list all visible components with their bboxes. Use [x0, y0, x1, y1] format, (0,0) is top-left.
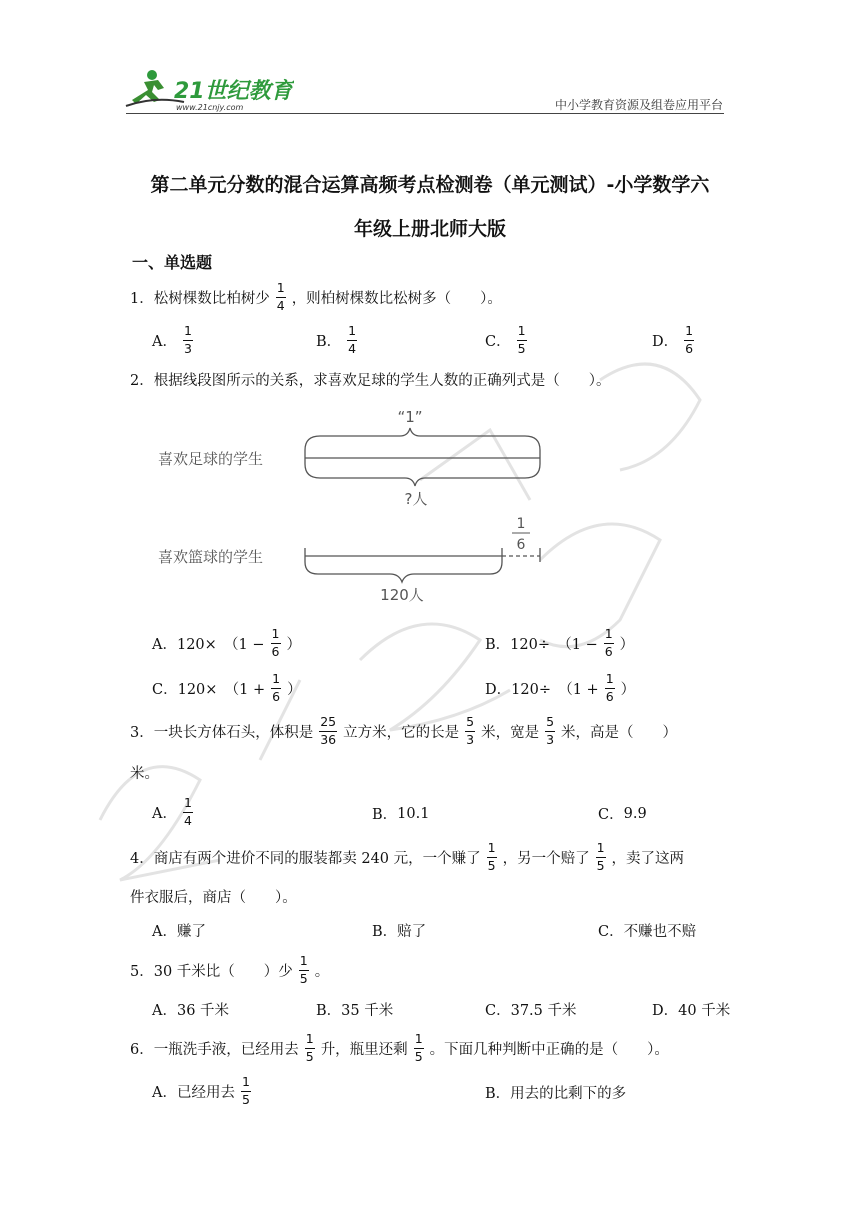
- option-a[interactable]: A． $\frac{1}{3}$: [152, 323, 192, 356]
- question-text: ，另一个赔了: [502, 850, 590, 867]
- option-d[interactable]: D． 120÷ （1 + $\frac{1}{6}$ ）: [485, 671, 636, 704]
- site-logo: [124, 66, 294, 112]
- page-title-line2: 年级上册北师大版: [353, 218, 506, 240]
- fraction: $\frac{25}{36}$: [320, 714, 337, 747]
- fraction: $\frac{1}{5}$: [299, 953, 308, 986]
- option-b[interactable]: B． 120÷ （1 − $\frac{1}{6}$ ）: [485, 626, 635, 659]
- question-text: 。下面几种判断中正确的是（ ）。: [429, 1041, 669, 1058]
- question-text: 米，宽是: [481, 724, 540, 741]
- row1-bottom-brace: [305, 464, 540, 486]
- option-a[interactable]: A． 120× （1 − $\frac{1}{6}$ ）: [152, 626, 301, 659]
- fraction: $\frac{1}{5}$: [487, 840, 496, 873]
- question-text: 升，瓶里还剩: [320, 1041, 408, 1058]
- fraction: $\frac{5}{3}$: [466, 714, 475, 747]
- option-d[interactable]: D． $\frac{1}{6}$: [652, 323, 694, 356]
- fraction: $\frac{1}{4}$: [276, 280, 285, 313]
- question-text: 根据线段图所示的关系，求喜欢足球的学生人数的正确列式是（ ）。: [153, 373, 611, 389]
- option-c[interactable]: C． $\frac{1}{5}$: [485, 323, 526, 356]
- question-4-continued: 件衣服后，商店（ ）。: [130, 890, 297, 906]
- top-brace: [305, 428, 540, 450]
- option-b[interactable]: B． 35 千米: [316, 1003, 394, 1019]
- row2-frac-numerator: 1: [516, 516, 526, 532]
- question-number: 3．: [130, 724, 154, 741]
- fraction: $\frac{1}{5}$: [596, 840, 605, 873]
- question-text: ，卖了这两: [611, 850, 685, 867]
- question-number: 4．: [130, 850, 154, 867]
- option-c[interactable]: C． 不赚也不赔: [598, 924, 697, 940]
- diagram-top-label: “1”: [397, 408, 423, 426]
- logo-url: www.21cnjy.com: [176, 103, 244, 112]
- question-2: [130, 369, 610, 390]
- question-number: 2．: [130, 373, 154, 389]
- option-a[interactable]: A． 36 千米: [152, 1003, 230, 1019]
- option-a[interactable]: A． 赚了: [152, 924, 206, 940]
- option-b[interactable]: B． 用去的比剩下的多: [485, 1086, 627, 1102]
- question-text: 立方米，它的长是: [343, 724, 460, 741]
- row2-bottom-label: 120人: [380, 586, 424, 604]
- question-6: [130, 1033, 669, 1063]
- question-3: [130, 716, 677, 746]
- question-text: 一块长方体石头，体积是: [153, 724, 314, 741]
- question-text: 一瓶洗手液，已经用去: [153, 1041, 299, 1058]
- question-5: [130, 955, 329, 985]
- question-text: 松树棵数比柏树少: [153, 290, 270, 307]
- option-c[interactable]: C． 9.9: [598, 805, 647, 823]
- row1-label: 喜欢足球的学生: [158, 450, 264, 468]
- option-c[interactable]: C． 37.5 千米: [485, 1003, 577, 1019]
- header-tagline: 中小学教育资源及组卷应用平台: [554, 98, 723, 112]
- question-4: [130, 842, 684, 872]
- header-divider: [126, 113, 724, 114]
- question-number: 5．: [130, 963, 154, 980]
- fraction: $\frac{1}{5}$: [414, 1031, 423, 1064]
- option-a[interactable]: A． 已经用去 $\frac{1}{5}$: [152, 1074, 250, 1107]
- option-b[interactable]: B． 赔了: [372, 924, 427, 940]
- logo-wordmark: 21世纪教育: [174, 79, 293, 104]
- option-a[interactable]: A． $\frac{1}{4}$: [152, 795, 192, 828]
- segment-diagram: [150, 400, 550, 610]
- question-text: 商店有两个进价不同的服装都卖 240 元，一个赚了: [153, 850, 481, 867]
- question-1: [130, 282, 502, 312]
- page-title-line1: 第二单元分数的混合运算高频考点检测卷（单元测试）-小学数学六: [150, 174, 710, 196]
- row2-label: 喜欢篮球的学生: [158, 548, 264, 566]
- option-b[interactable]: B． $\frac{1}{4}$: [316, 323, 357, 356]
- question-number: 1．: [130, 290, 154, 307]
- row1-bottom-label: ?人: [404, 490, 428, 508]
- question-text: 30 千米比（ ）少: [153, 963, 293, 980]
- fraction: $\frac{1}{5}$: [305, 1031, 314, 1064]
- row2-frac-denominator: 6: [516, 537, 526, 553]
- option-b[interactable]: B． 10.1: [372, 805, 430, 823]
- question-text: 。: [314, 963, 330, 980]
- question-3-continued: 米。: [130, 766, 159, 782]
- section-heading: 一、单选题: [132, 253, 213, 272]
- question-text: 米，高是（ ）: [561, 724, 678, 741]
- question-text: ，则柏树棵数比松树多（ ）。: [291, 290, 502, 307]
- row2-bottom-brace: [305, 562, 502, 582]
- fraction: $\frac{5}{3}$: [546, 714, 555, 747]
- option-d[interactable]: D． 40 千米: [652, 1003, 731, 1019]
- question-number: 6．: [130, 1041, 154, 1058]
- option-c[interactable]: C． 120× （1 + $\frac{1}{6}$ ）: [152, 671, 302, 704]
